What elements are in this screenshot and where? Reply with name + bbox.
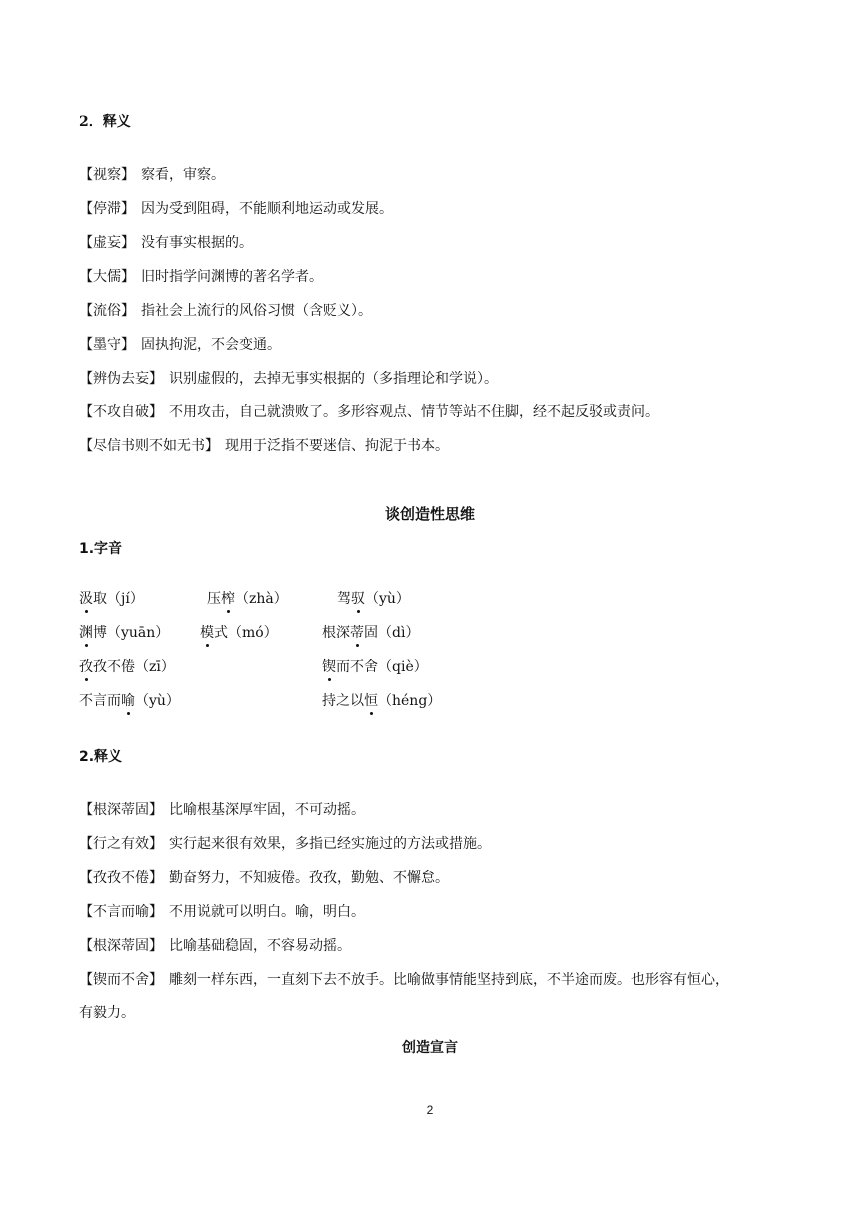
definition-item (79, 801, 365, 819)
pronunciation-item: 渊博（yuān） (79, 625, 170, 641)
emphasized-character: 恒 (364, 693, 378, 709)
section-heading-pronunciation: 1.字音 (79, 541, 123, 557)
pronunciation-item: 锲而不舍（qiè） (322, 659, 428, 675)
emphasized-character: 模 (200, 625, 214, 641)
emphasized-character: 榨 (221, 591, 235, 607)
definition-term: 【虚妄】 (79, 235, 135, 251)
page-number: 2 (426, 1103, 434, 1117)
definition-text: 察看，审察。 (141, 167, 225, 183)
definition-text: 现用于泛指不要迷信、拘泥于书本。 (225, 438, 449, 454)
pronunciation-item: 汲取（jí） (79, 591, 144, 607)
next-lesson-title: 创造宣言 (402, 1040, 458, 1056)
definition-text: 指社会上流行的风俗习惯（含贬义）。 (141, 303, 372, 319)
definition-text: 不用攻击，自己就溃败了。多形容观点、情节等站不住脚，经不起反驳或责问。 (169, 404, 659, 420)
lesson-title: 谈创造性思维 (384, 505, 475, 523)
definition-term: 【停滞】 (79, 201, 135, 217)
emphasized-character: 蒂 (350, 625, 364, 641)
definition-term: 【锲而不舍】 (79, 972, 163, 988)
definition-text: 比喻根基深厚牢固，不可动摇。 (169, 802, 365, 818)
definition-text: 旧时指学问渊博的著名学者。 (141, 269, 323, 285)
section-heading-definitions: 2.释义 (79, 749, 123, 765)
definition-term: 【视察】 (79, 167, 135, 183)
section-heading-definitions: 2．释义 (79, 114, 131, 130)
definition-term: 【辨伪去妄】 (79, 371, 163, 387)
definition-item (79, 835, 491, 853)
emphasized-character: 驭 (351, 591, 365, 607)
definition-term: 【大儒】 (79, 269, 135, 285)
definition-term: 【不言而喻】 (79, 904, 163, 920)
definition-term: 【不攻自破】 (79, 404, 163, 420)
definition-text: 雕刻一样东西，一直刻下去不放手。比喻做事情能坚持到底，不半途而废。也形容有恒心， (169, 972, 729, 988)
definition-term: 【根深蒂固】 (79, 938, 163, 954)
definition-item (79, 268, 323, 286)
definition-text: 实行起来很有效果，多指已经实施过的方法或措施。 (169, 836, 491, 852)
definition-item (79, 166, 225, 184)
definition-continuation: 有毅力。 (79, 1005, 135, 1021)
definition-item (79, 869, 449, 887)
definition-term: 【尽信书则不如无书】 (79, 438, 219, 454)
definition-term: 【行之有效】 (79, 836, 163, 852)
definition-term: 【根深蒂固】 (79, 802, 163, 818)
definition-text: 比喻基础稳固，不容易动摇。 (169, 938, 351, 954)
definition-term: 【墨守】 (79, 337, 135, 353)
definition-item (79, 403, 659, 421)
pronunciation-item: 模式（mó） (200, 625, 278, 641)
definition-text: 不用说就可以明白。喻，明白。 (169, 904, 365, 920)
definition-item (79, 370, 498, 388)
definition-item (79, 200, 393, 218)
pronunciation-item: 根深蒂固（dì） (322, 625, 420, 641)
pronunciation-item: 持之以恒（héng） (322, 693, 442, 709)
definition-term: 【孜孜不倦】 (79, 870, 163, 886)
emphasized-character: 锲 (322, 659, 336, 675)
emphasized-character: 孜 (79, 659, 93, 675)
definition-text: 没有事实根据的。 (141, 235, 253, 251)
definition-item (79, 437, 449, 455)
pronunciation-item: 不言而喻（yù） (79, 693, 180, 709)
definition-text: 勤奋努力，不知疲倦。孜孜，勤勉、不懈怠。 (169, 870, 449, 886)
pronunciation-item: 驾驭（yù） (337, 591, 410, 607)
definition-item (79, 234, 253, 252)
definition-term: 【流俗】 (79, 303, 135, 319)
definition-text: 因为受到阻碍，不能顺利地运动或发展。 (141, 201, 393, 217)
pronunciation-item: 孜孜不倦（zī） (79, 659, 175, 675)
definition-item (79, 302, 372, 320)
definition-item (79, 336, 281, 354)
emphasized-character: 喻 (121, 693, 135, 709)
definition-item (79, 971, 729, 989)
emphasized-character: 渊 (79, 625, 93, 641)
definition-text: 固执拘泥，不会变通。 (141, 337, 281, 353)
definition-item (79, 903, 365, 921)
definition-item (79, 937, 351, 955)
definition-text: 识别虚假的，去掉无事实根据的（多指理论和学说）。 (169, 371, 498, 387)
pronunciation-item: 压榨（zhà） (207, 591, 288, 607)
emphasized-character: 汲 (79, 591, 93, 607)
